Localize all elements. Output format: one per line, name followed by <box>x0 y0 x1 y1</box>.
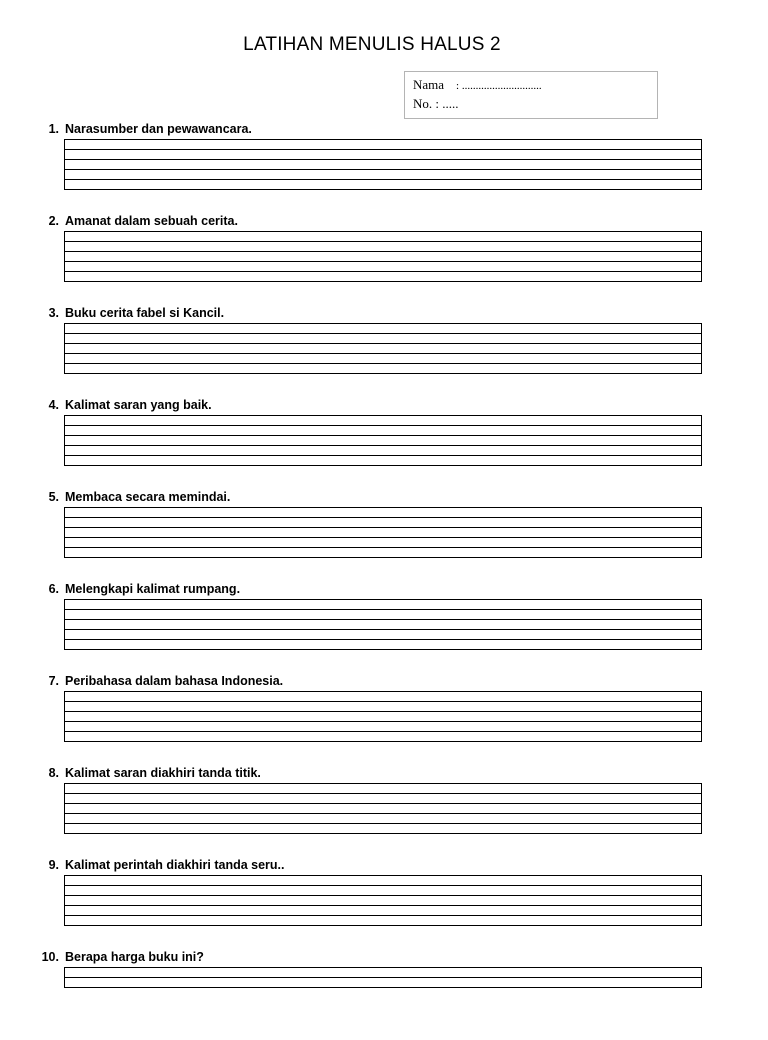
question-item <box>0 764 768 856</box>
question-list <box>0 120 768 1040</box>
writing-line[interactable] <box>65 436 701 446</box>
writing-line[interactable] <box>65 968 701 978</box>
number-row <box>413 95 649 112</box>
question-item <box>0 396 768 488</box>
writing-line[interactable] <box>65 344 701 354</box>
question-text: Melengkapi kalimat rumpang. <box>65 582 241 596</box>
writing-line[interactable] <box>65 518 701 528</box>
writing-line[interactable] <box>65 620 701 630</box>
question-text: Kalimat perintah diakhiri tanda seru.. <box>65 858 285 872</box>
writing-lines[interactable] <box>64 415 702 466</box>
writing-line[interactable] <box>65 906 701 916</box>
question-text: Berapa harga buku ini? <box>65 950 204 964</box>
question-number: 3. <box>48 306 59 320</box>
writing-line[interactable] <box>65 794 701 804</box>
writing-line[interactable] <box>65 242 701 252</box>
writing-line[interactable] <box>65 538 701 548</box>
question-number: 9. <box>48 858 59 872</box>
writing-line[interactable] <box>65 886 701 896</box>
question-text: Kalimat saran diakhiri tanda titik. <box>65 766 261 780</box>
writing-lines[interactable] <box>64 691 702 742</box>
writing-line[interactable] <box>65 262 701 272</box>
writing-line[interactable] <box>65 804 701 814</box>
question-number: 4. <box>48 398 59 412</box>
writing-line[interactable] <box>65 548 701 557</box>
writing-line[interactable] <box>65 416 701 426</box>
question-item <box>0 672 768 764</box>
name-number-box <box>404 71 658 119</box>
writing-line[interactable] <box>65 324 701 334</box>
writing-line[interactable] <box>65 426 701 436</box>
writing-line[interactable] <box>65 712 701 722</box>
writing-lines[interactable] <box>64 967 702 988</box>
question-text: Peribahasa dalam bahasa Indonesia. <box>65 674 284 688</box>
writing-lines[interactable] <box>64 139 702 190</box>
writing-line[interactable] <box>65 252 701 262</box>
writing-line[interactable] <box>65 456 701 465</box>
writing-line[interactable] <box>65 334 701 344</box>
writing-line[interactable] <box>65 272 701 281</box>
question-number: 2. <box>48 214 59 228</box>
question-item <box>0 580 768 672</box>
name-blank[interactable]: : ............................. <box>456 80 542 92</box>
writing-line[interactable] <box>65 170 701 180</box>
question-text: Buku cerita fabel si Kancil. <box>65 306 225 320</box>
question-number: 1. <box>48 122 59 136</box>
writing-line[interactable] <box>65 508 701 518</box>
writing-line[interactable] <box>65 876 701 886</box>
writing-line[interactable] <box>65 446 701 456</box>
question-number: 8. <box>48 766 59 780</box>
question-number: 7. <box>48 674 59 688</box>
writing-lines[interactable] <box>64 231 702 282</box>
question-item <box>0 488 768 580</box>
writing-lines[interactable] <box>64 783 702 834</box>
writing-line[interactable] <box>65 630 701 640</box>
number-label[interactable]: No. : ..... <box>413 96 459 111</box>
name-label: Nama <box>413 77 445 92</box>
writing-line[interactable] <box>65 916 701 925</box>
writing-line[interactable] <box>65 528 701 538</box>
writing-line[interactable] <box>65 896 701 906</box>
writing-lines[interactable] <box>64 323 702 374</box>
question-text: Narasumber dan pewawancara. <box>65 122 252 136</box>
writing-line[interactable] <box>65 150 701 160</box>
question-number: 10. <box>41 950 59 964</box>
writing-line[interactable] <box>65 702 701 712</box>
question-item <box>0 212 768 304</box>
writing-line[interactable] <box>65 140 701 150</box>
writing-line[interactable] <box>65 824 701 833</box>
writing-line[interactable] <box>65 814 701 824</box>
question-number: 6. <box>48 582 59 596</box>
question-item <box>0 948 768 1040</box>
question-text: Kalimat saran yang baik. <box>65 398 212 412</box>
writing-line[interactable] <box>65 232 701 242</box>
writing-line[interactable] <box>65 610 701 620</box>
writing-line[interactable] <box>65 180 701 189</box>
writing-line[interactable] <box>65 978 701 987</box>
question-text: Amanat dalam sebuah cerita. <box>65 214 238 228</box>
writing-lines[interactable] <box>64 875 702 926</box>
question-item <box>0 304 768 396</box>
writing-line[interactable] <box>65 600 701 610</box>
writing-line[interactable] <box>65 160 701 170</box>
page-title: LATIHAN MENULIS HALUS 2 <box>243 34 501 55</box>
writing-line[interactable] <box>65 640 701 649</box>
writing-lines[interactable] <box>64 507 702 558</box>
writing-line[interactable] <box>65 364 701 373</box>
writing-line[interactable] <box>65 692 701 702</box>
question-item <box>0 120 768 212</box>
writing-line[interactable] <box>65 732 701 741</box>
name-row <box>413 76 649 95</box>
question-text: Membaca secara memindai. <box>65 490 231 504</box>
writing-line[interactable] <box>65 722 701 732</box>
question-item <box>0 856 768 948</box>
question-number: 5. <box>48 490 59 504</box>
writing-line[interactable] <box>65 354 701 364</box>
writing-lines[interactable] <box>64 599 702 650</box>
writing-line[interactable] <box>65 784 701 794</box>
